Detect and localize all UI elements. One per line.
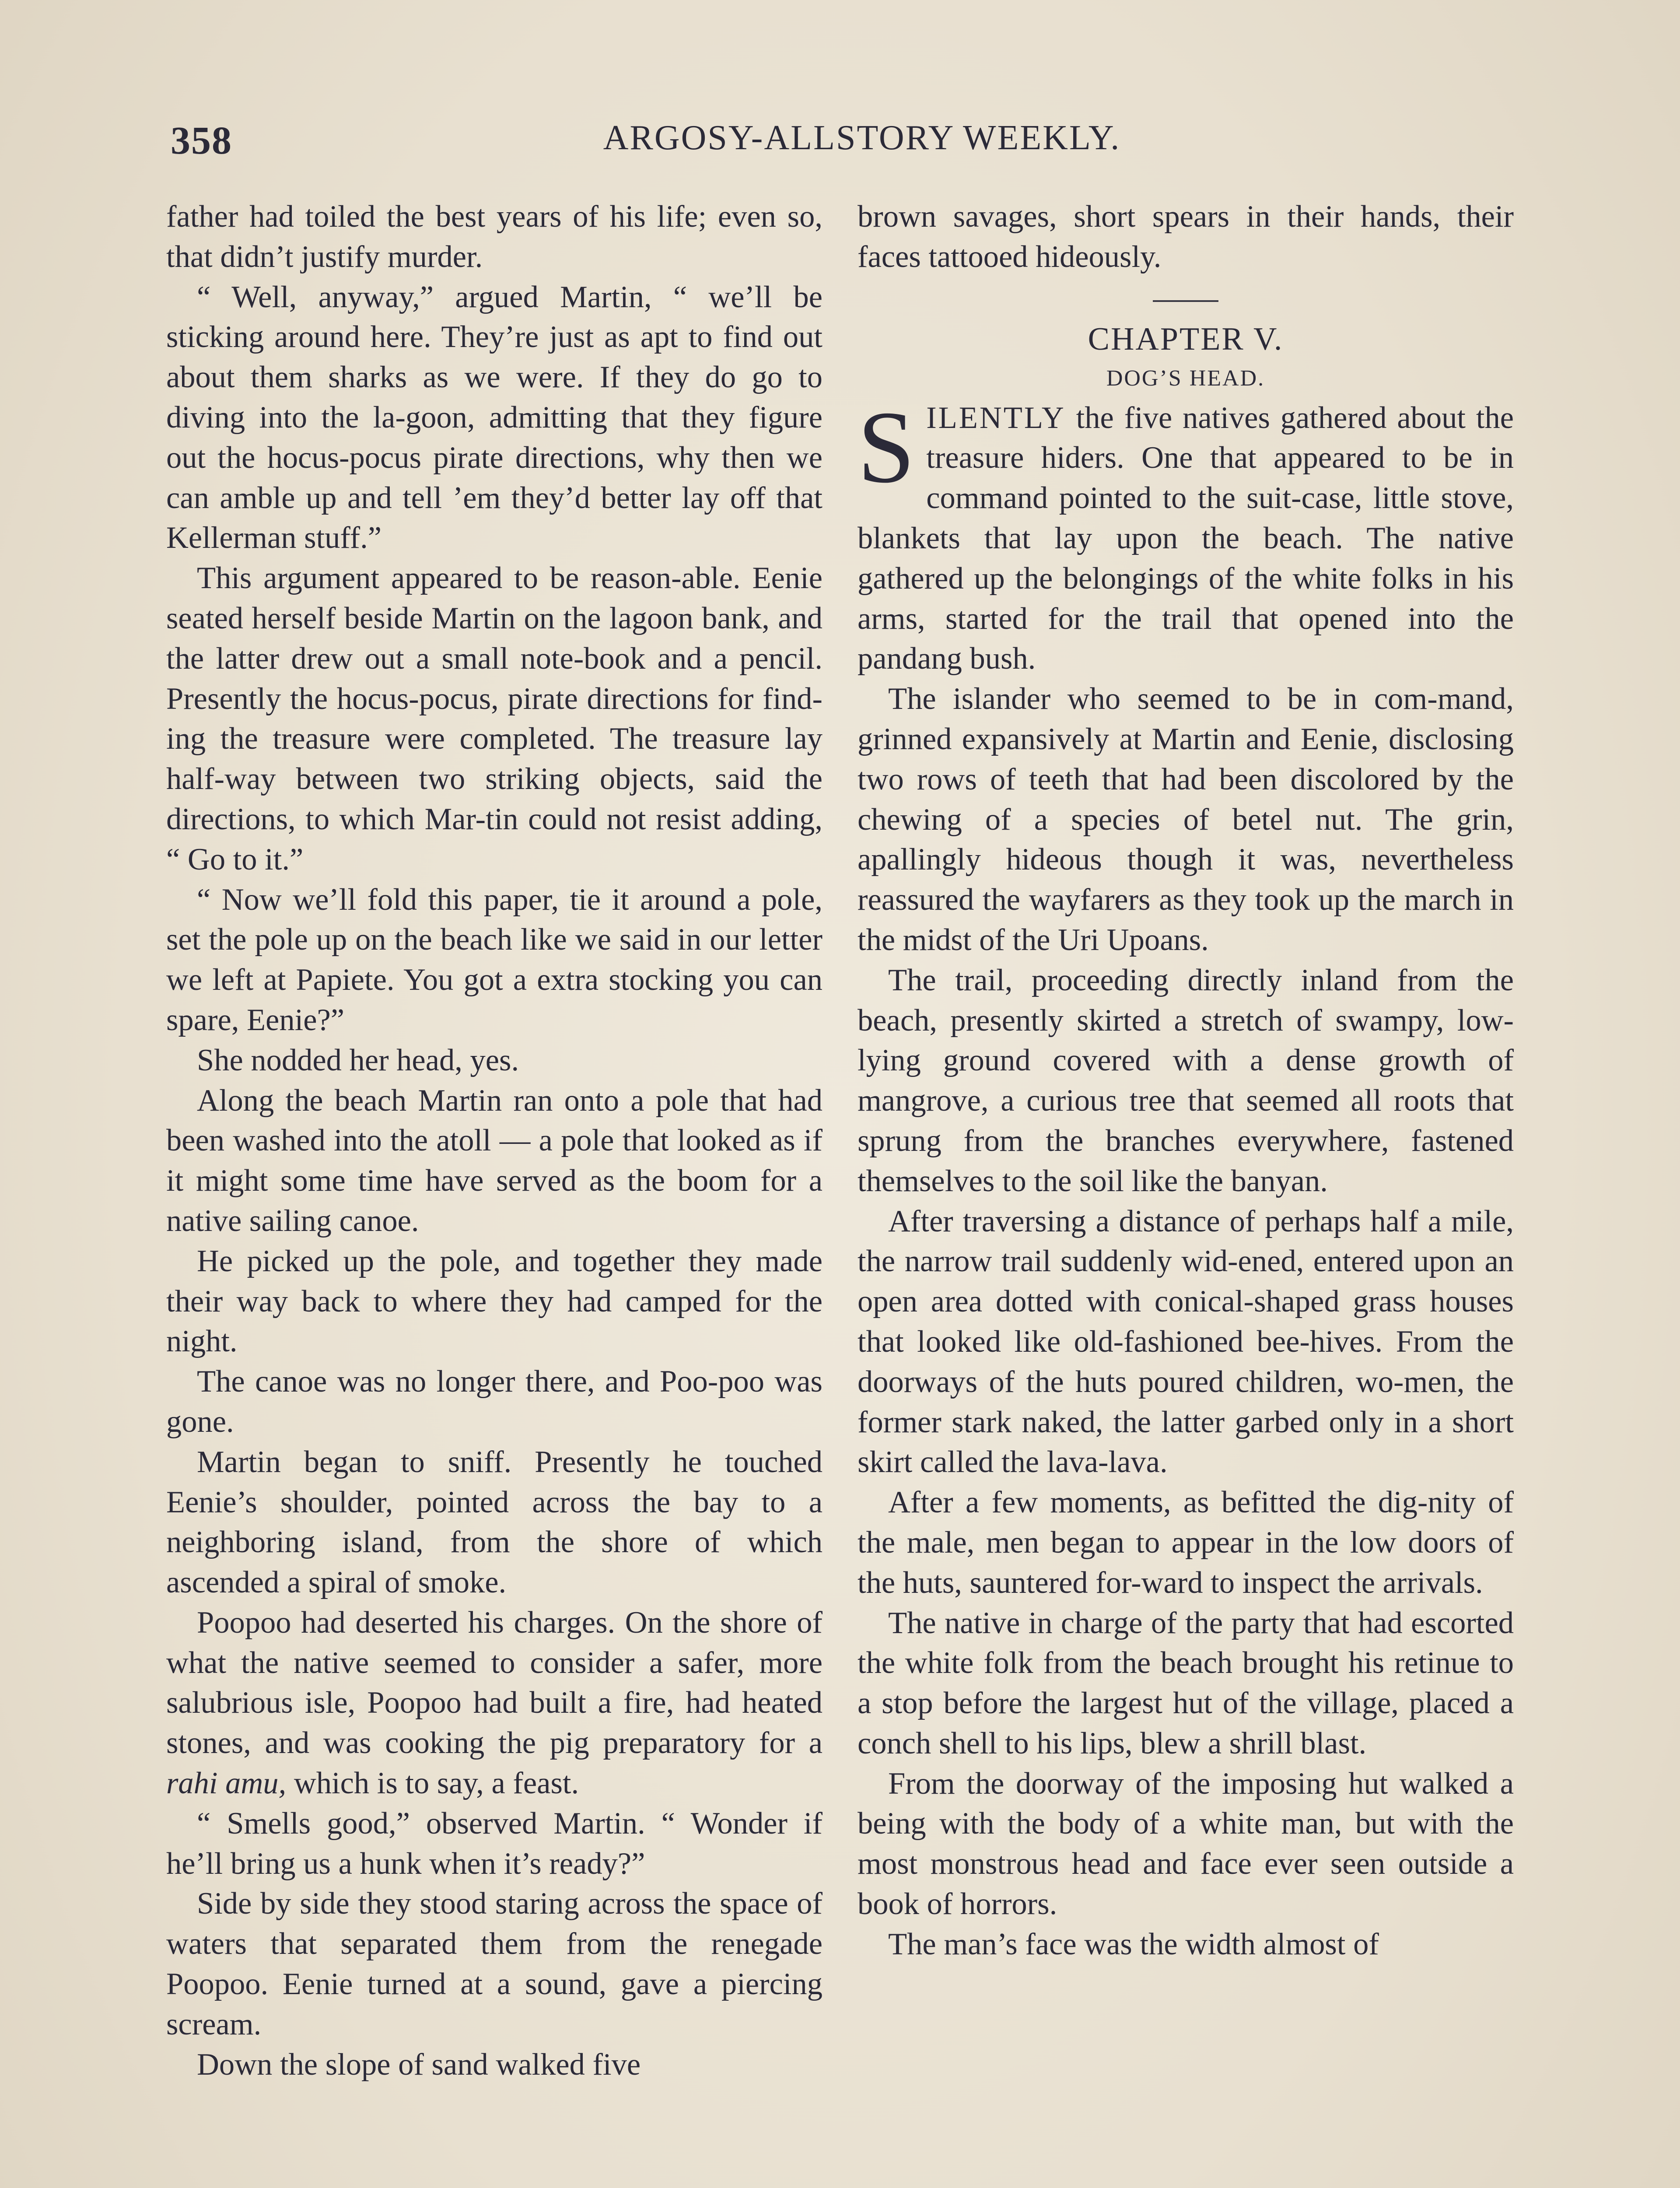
lead-word: ILENTLY — [926, 400, 1066, 435]
paragraph-text: which is to say, a feast. — [286, 1766, 579, 1801]
running-head: ARGOSY-ALLSTORY WEEKLY. — [603, 119, 1121, 157]
paragraph: Side by side they stood staring across the space of waters that separated them from the renegade Poopoo. Eenie turned at a sound, gave a piercing scream. — [166, 1886, 822, 2041]
paragraph: The canoe was no longer there, and Poo-poo was gone. — [166, 1364, 822, 1439]
paragraph: Martin began to sniff. Presently he touched Eenie’s shoulder, pointed across the bay to a neighboring island, from the shore of which ascended a spiral of smoke. — [166, 1445, 822, 1600]
paragraph: father had toiled the best years of his life; even so, that didn’t justify murder. — [166, 200, 822, 274]
paragraph: The trail, proceeding directly inland from the beach, presently skirted a stretch of swampy, low-lying ground covered with a dense growth of mangrove, a curious tree that seemed all roots that sprung from the branches everywhere, fastened themselves to the soil like the banyan. — [858, 963, 1514, 1198]
paragraph: brown savages, short spears in their hands, their faces tattooed hideously. — [858, 200, 1514, 274]
chapter-title: CHAPTER V. — [1088, 321, 1284, 357]
left-column — [166, 197, 822, 2085]
paragraph: From the doorway of the imposing hut walked a being with the body of a white man, but with the most monstrous head and face ever seen outside a book of horrors. — [858, 1766, 1514, 1922]
chapter-opening-paragraph — [858, 390, 1514, 680]
section-divider — [1153, 300, 1218, 302]
paragraph-text: the five natives gathered about the treasure hiders. One that appeared to be in command pointed to the suit-case, little stove, blankets that lay upon the beach. The native gathered up the belongings of the white folks in his arms, started for the trail that opened into the pandang bush. — [858, 400, 1514, 676]
italic-phrase: rahi amu, — [166, 1766, 287, 1801]
paragraph: The man’s face was the width almost of — [888, 1927, 1379, 1961]
page-header — [171, 118, 1553, 171]
paragraph: Along the beach Martin ran onto a pole that had been washed into the atoll — a pole that looked as if it might some time have served as the boom for a native sailing canoe. — [166, 1083, 822, 1238]
right-column — [858, 197, 1514, 1965]
paragraph: This argument appeared to be reason-able. Eenie seated herself beside Martin on the lagoon bank, and the latter drew out a small note-book and a pencil. Presently the hocus-pocus, pirate directions for find-ing the treasure were completed. The treasure lay half-way between two striking objects, said the directions, to which Mar-tin could not resist adding, “ Go to it.” — [166, 561, 822, 877]
paragraph: The native in charge of the party that had escorted the white folk from the beach brought his retinue to a stop before the largest hut of the village, placed a conch shell to his lips, blew a shrill blast. — [858, 1606, 1514, 1760]
chapter-subtitle: DOG’S HEAD. — [1106, 365, 1265, 391]
paragraph: He picked up the pole, and together they made their way back to where they had camped for the night. — [166, 1244, 822, 1359]
paragraph: “ Now we’ll fold this paper, tie it around a pole, set the pole up on the beach like we said in our letter we left at Papiete. You got a extra stocking you can spare, Eenie?” — [166, 882, 822, 1037]
drop-cap: S — [858, 390, 915, 505]
paragraph: After a few moments, as befitted the dig-nity of the male, men began to appear in the low doors of the huts, sauntered for-ward to inspect the arrivals. — [858, 1485, 1514, 1600]
paragraph — [166, 1603, 822, 1804]
paragraph-text: Poopoo had deserted his charges. On the shore of what the native seemed to consider a safer, more salubrious isle, Poopoo had built a fire, had heated stones, and was cooking the pig preparatory for a — [166, 1605, 822, 1760]
paragraph: “ Well, anyway,” argued Martin, “ we’ll be sticking around here. They’re just as apt to find out about them sharks as we were. If they do go to diving into the la-goon, admitting that they figure out the hocus-pocus pirate directions, why then we can amble up and tell ’em they’d better lay off that Kellerman stuff.” — [166, 280, 822, 555]
page-number: 358 — [171, 119, 232, 162]
paragraph: She nodded her head, yes. — [197, 1043, 519, 1077]
paragraph: “ Smells good,” observed Martin. “ Wonder if he’ll bring us a hunk when it’s ready?” — [166, 1806, 822, 1881]
paragraph: Down the slope of sand walked five — [197, 2047, 641, 2082]
paragraph: The islander who seemed to be in com-mand, grinned expansively at Martin and Eenie, disclosing two rows of teeth that had been discolored by the chewing of a species of betel nut. The grin, apallingly hideous though it was, nevertheless reassured the wayfarers as they took up the march in the midst of the Uri Upoans. — [858, 682, 1514, 957]
paragraph: After traversing a distance of perhaps half a mile, the narrow trail suddenly wid-ened, entered upon an open area dotted with conical-shaped grass houses that looked like old-fashioned bee-hives. From the doorways of the huts poured children, wo-men, the former stark naked, the latter garbed only in a short skirt called the lava-lava. — [858, 1204, 1514, 1480]
